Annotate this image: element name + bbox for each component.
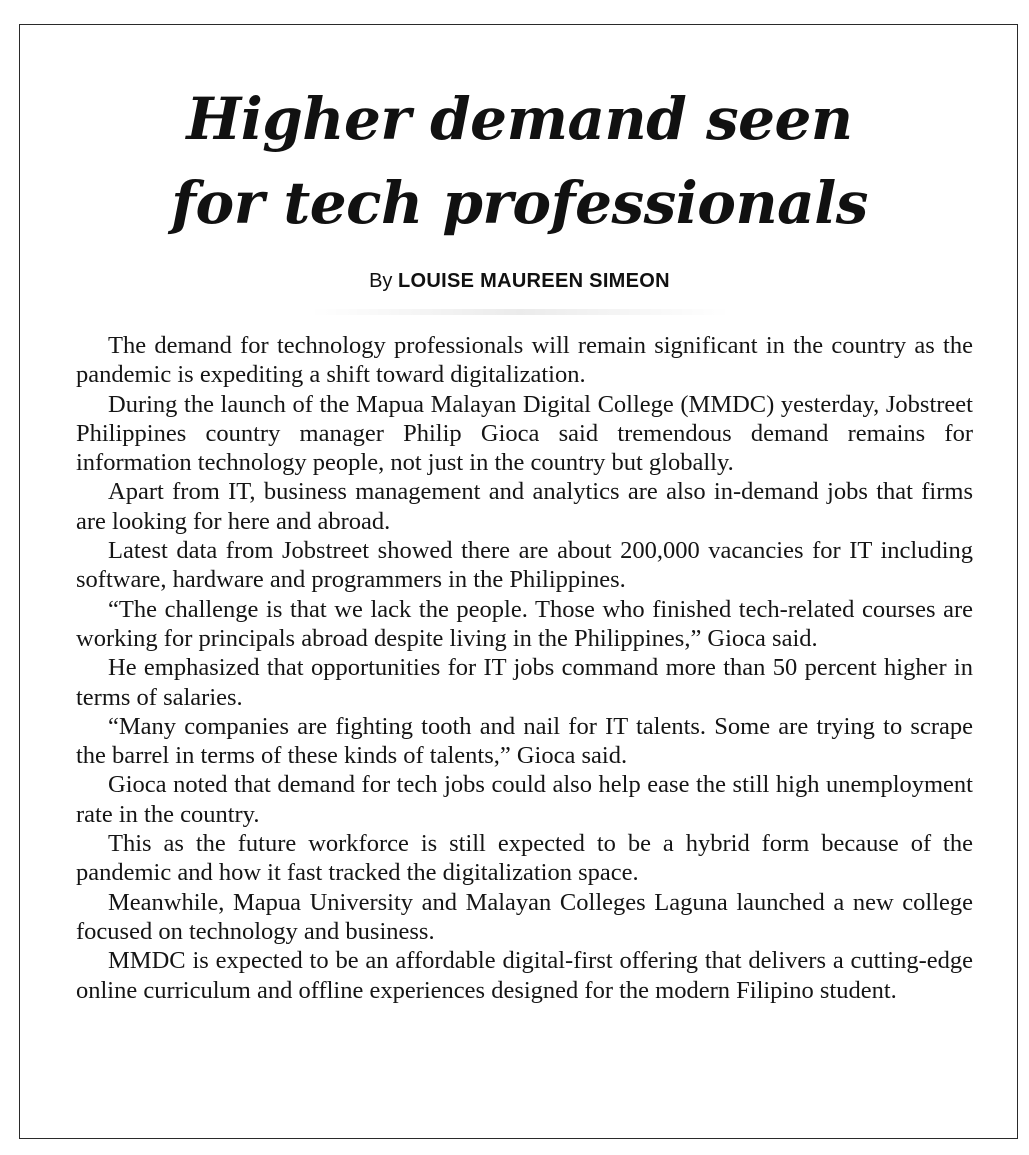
headline-line-2: for tech professionals (171, 169, 868, 237)
paragraph-5: “The challenge is that we lack the people. Those who finished tech-related courses are working for principals abroad despite living in the Philippines,” Gioca said. (76, 595, 973, 652)
headline (20, 77, 1019, 245)
byline-divider (310, 309, 730, 315)
byline-author: LOUISE MAUREEN SIMEON (398, 270, 670, 292)
headline-line-1: Higher demand seen (186, 85, 853, 153)
paragraph-9: This as the future workforce is still expected to be a hybrid form because of the pandemic and how it fast tracked the digitalization space. (76, 830, 973, 887)
paragraph-1: The demand for technology professionals will remain significant in the country as the pandemic is expediting a shift toward digitalization. (76, 332, 973, 389)
article-frame (19, 24, 1018, 1139)
paragraph-2: During the launch of the Mapua Malayan Digital College (MMDC) yesterday, Jobstreet Philippines country manager Philip Gioca said tremendous demand remains for information technology people, not just in the country but globally. (76, 390, 973, 477)
paragraph-3: Apart from IT, business management and analytics are also in-demand jobs that firms are looking for here and abroad. (76, 478, 973, 535)
byline-prefix: By (369, 270, 398, 292)
paragraph-4: Latest data from Jobstreet showed there are about 200,000 vacancies for IT including software, hardware and programmers in the Philippines. (76, 537, 973, 594)
paragraph-11: MMDC is expected to be an affordable digital-first offering that delivers a cutting-edge online curriculum and offline experiences designed for the modern Filipino student. (76, 947, 973, 1004)
article-body (76, 331, 973, 1005)
paragraph-10: Meanwhile, Mapua University and Malayan Colleges Laguna launched a new college focused on technology and business. (76, 888, 973, 945)
paragraph-7: “Many companies are fighting tooth and nail for IT talents. Some are trying to scrape the barrel in terms of these kinds of talents,” Gioca said. (76, 712, 973, 770)
paragraph-8: Gioca noted that demand for tech jobs could also help ease the still high unemployment rate in the country. (76, 771, 973, 828)
byline (20, 267, 1019, 295)
paragraph-6: He emphasized that opportunities for IT jobs command more than 50 percent higher in terms of salaries. (76, 654, 973, 711)
